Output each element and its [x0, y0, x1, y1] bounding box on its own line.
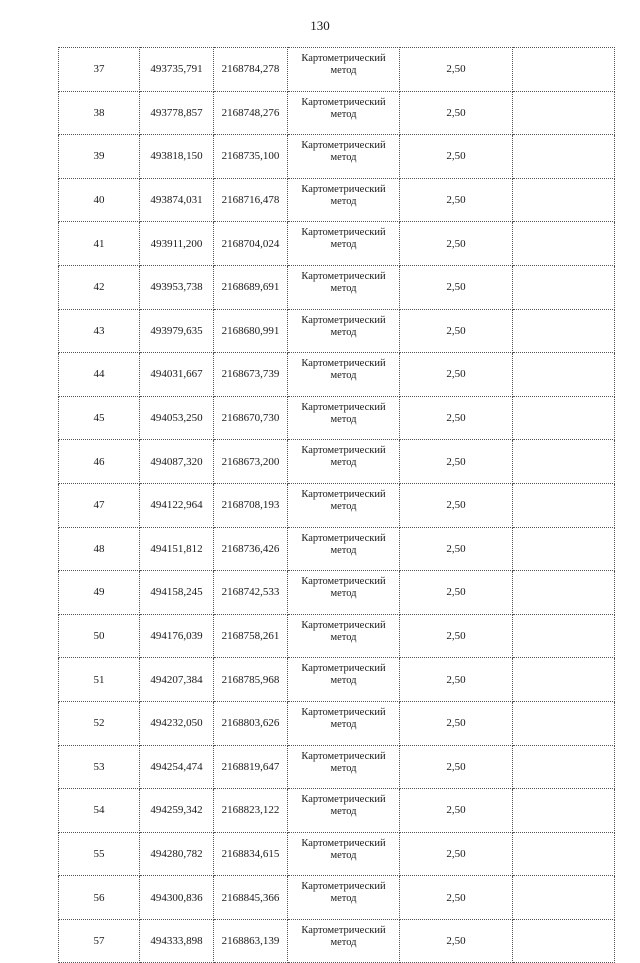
accuracy-cell: 2,50	[400, 353, 513, 397]
y-coordinate-cell: 2168863,139	[214, 919, 288, 963]
method-line-1: Картометрический	[301, 53, 386, 64]
table-row	[59, 309, 615, 353]
accuracy-cell: 2,50	[400, 309, 513, 353]
accuracy-cell: 2,50	[400, 745, 513, 789]
x-coordinate-cell: 494176,039	[140, 614, 214, 658]
y-coordinate-cell: 2168670,730	[214, 396, 288, 440]
note-cell	[513, 527, 615, 571]
method-cell	[288, 48, 400, 92]
method-line-2: метод	[330, 893, 357, 905]
coordinates-table	[58, 47, 615, 963]
method-cell	[288, 222, 400, 266]
table-row	[59, 701, 615, 745]
accuracy-cell: 2,50	[400, 614, 513, 658]
method-line-2: метод	[330, 152, 357, 164]
method-cell	[288, 614, 400, 658]
accuracy-cell: 2,50	[400, 571, 513, 615]
method-line-2: метод	[330, 413, 357, 425]
method-line-2: метод	[330, 65, 357, 76]
accuracy-cell: 2,50	[400, 135, 513, 179]
table-row	[59, 658, 615, 702]
method-cell	[288, 135, 400, 179]
x-coordinate-cell: 493953,738	[140, 265, 214, 309]
accuracy-cell: 2,50	[400, 222, 513, 266]
point-number-cell: 52	[59, 701, 140, 745]
y-coordinate-cell: 2168803,626	[214, 701, 288, 745]
table-row	[59, 178, 615, 222]
table-row	[59, 353, 615, 397]
method-line-2: метод	[330, 936, 357, 948]
point-number-cell: 56	[59, 876, 140, 920]
table-row	[59, 919, 615, 963]
x-coordinate-cell: 494207,384	[140, 658, 214, 702]
x-coordinate-cell: 493979,635	[140, 309, 214, 353]
method-cell	[288, 919, 400, 963]
y-coordinate-cell: 2168680,991	[214, 309, 288, 353]
y-coordinate-cell: 2168716,478	[214, 178, 288, 222]
method-line-2: метод	[330, 457, 357, 469]
method-line-1: Картометрический	[301, 837, 386, 849]
y-coordinate-cell: 2168758,261	[214, 614, 288, 658]
method-line-2: метод	[330, 326, 357, 338]
table-row	[59, 91, 615, 135]
method-line-1: Картометрический	[301, 445, 386, 457]
y-coordinate-cell: 2168736,426	[214, 527, 288, 571]
method-cell	[288, 745, 400, 789]
method-line-1: Картометрический	[301, 706, 386, 718]
note-cell	[513, 91, 615, 135]
method-line-1: Картометрический	[301, 924, 386, 936]
method-line-1: Картометрический	[301, 270, 386, 282]
note-cell	[513, 876, 615, 920]
point-number-cell: 54	[59, 789, 140, 833]
method-line-1: Картометрический	[301, 532, 386, 544]
y-coordinate-cell: 2168673,200	[214, 440, 288, 484]
method-cell	[288, 658, 400, 702]
point-number-cell: 57	[59, 919, 140, 963]
method-cell	[288, 91, 400, 135]
table-row	[59, 789, 615, 833]
x-coordinate-cell: 494031,667	[140, 353, 214, 397]
accuracy-cell: 2,50	[400, 265, 513, 309]
method-line-2: метод	[330, 195, 357, 207]
method-line-1: Картометрический	[301, 619, 386, 631]
method-line-1: Картометрический	[301, 314, 386, 326]
method-cell	[288, 265, 400, 309]
note-cell	[513, 745, 615, 789]
method-line-1: Картометрический	[301, 750, 386, 762]
note-cell	[513, 265, 615, 309]
method-cell	[288, 701, 400, 745]
method-line-2: метод	[330, 631, 357, 643]
method-line-2: метод	[330, 806, 357, 818]
note-cell	[513, 571, 615, 615]
method-cell	[288, 353, 400, 397]
method-line-2: метод	[330, 239, 357, 251]
point-number-cell: 37	[59, 48, 140, 92]
method-line-2: метод	[330, 762, 357, 774]
method-cell	[288, 309, 400, 353]
method-line-2: метод	[330, 108, 357, 120]
x-coordinate-cell: 494280,782	[140, 832, 214, 876]
y-coordinate-cell: 2168845,366	[214, 876, 288, 920]
point-number-cell: 39	[59, 135, 140, 179]
point-number-cell: 46	[59, 440, 140, 484]
accuracy-cell: 2,50	[400, 396, 513, 440]
method-cell	[288, 396, 400, 440]
y-coordinate-cell: 2168785,968	[214, 658, 288, 702]
note-cell	[513, 919, 615, 963]
point-number-cell: 53	[59, 745, 140, 789]
note-cell	[513, 658, 615, 702]
accuracy-cell: 2,50	[400, 91, 513, 135]
x-coordinate-cell: 493911,200	[140, 222, 214, 266]
y-coordinate-cell: 2168748,276	[214, 91, 288, 135]
method-line-2: метод	[330, 588, 357, 600]
method-line-2: метод	[330, 849, 357, 861]
method-line-1: Картометрический	[301, 140, 386, 152]
table-row	[59, 440, 615, 484]
accuracy-cell: 2,50	[400, 178, 513, 222]
coordinates-table-body	[59, 48, 615, 963]
note-cell	[513, 178, 615, 222]
x-coordinate-cell: 494053,250	[140, 396, 214, 440]
note-cell	[513, 48, 615, 92]
point-number-cell: 45	[59, 396, 140, 440]
accuracy-cell: 2,50	[400, 701, 513, 745]
note-cell	[513, 353, 615, 397]
method-line-1: Картометрический	[301, 576, 386, 588]
point-number-cell: 42	[59, 265, 140, 309]
point-number-cell: 51	[59, 658, 140, 702]
x-coordinate-cell: 494087,320	[140, 440, 214, 484]
page-number: 130	[310, 18, 330, 33]
note-cell	[513, 135, 615, 179]
point-number-cell: 38	[59, 91, 140, 135]
method-cell	[288, 876, 400, 920]
point-number-cell: 48	[59, 527, 140, 571]
table-row	[59, 48, 615, 92]
method-line-1: Картометрический	[301, 401, 386, 413]
method-line-2: метод	[330, 544, 357, 556]
x-coordinate-cell: 494232,050	[140, 701, 214, 745]
table-row	[59, 396, 615, 440]
y-coordinate-cell: 2168704,024	[214, 222, 288, 266]
note-cell	[513, 483, 615, 527]
table-row	[59, 614, 615, 658]
y-coordinate-cell: 2168742,533	[214, 571, 288, 615]
method-line-2: метод	[330, 370, 357, 382]
method-line-1: Картометрический	[301, 96, 386, 108]
note-cell	[513, 789, 615, 833]
x-coordinate-cell: 494259,342	[140, 789, 214, 833]
accuracy-cell: 2,50	[400, 876, 513, 920]
method-cell	[288, 483, 400, 527]
method-cell	[288, 832, 400, 876]
note-cell	[513, 222, 615, 266]
method-cell	[288, 527, 400, 571]
y-coordinate-cell: 2168784,278	[214, 48, 288, 92]
point-number-cell: 49	[59, 571, 140, 615]
accuracy-cell: 2,50	[400, 832, 513, 876]
x-coordinate-cell: 494122,964	[140, 483, 214, 527]
point-number-cell: 47	[59, 483, 140, 527]
point-number-cell: 40	[59, 178, 140, 222]
note-cell	[513, 309, 615, 353]
table-row	[59, 571, 615, 615]
method-line-1: Картометрический	[301, 488, 386, 500]
y-coordinate-cell: 2168708,193	[214, 483, 288, 527]
method-cell	[288, 178, 400, 222]
table-row	[59, 222, 615, 266]
note-cell	[513, 396, 615, 440]
method-line-2: метод	[330, 282, 357, 294]
x-coordinate-cell: 494158,245	[140, 571, 214, 615]
table-row	[59, 832, 615, 876]
y-coordinate-cell: 2168834,615	[214, 832, 288, 876]
method-line-1: Картометрический	[301, 794, 386, 806]
accuracy-cell: 2,50	[400, 658, 513, 702]
method-line-1: Картометрический	[301, 227, 386, 239]
note-cell	[513, 701, 615, 745]
accuracy-cell: 2,50	[400, 789, 513, 833]
point-number-cell: 55	[59, 832, 140, 876]
x-coordinate-cell: 493874,031	[140, 178, 214, 222]
method-line-2: метод	[330, 675, 357, 687]
accuracy-cell: 2,50	[400, 527, 513, 571]
method-cell	[288, 440, 400, 484]
method-line-1: Картометрический	[301, 881, 386, 893]
note-cell	[513, 440, 615, 484]
table-row	[59, 876, 615, 920]
note-cell	[513, 832, 615, 876]
method-line-1: Картометрический	[301, 183, 386, 195]
table-row	[59, 483, 615, 527]
y-coordinate-cell: 2168735,100	[214, 135, 288, 179]
y-coordinate-cell: 2168689,691	[214, 265, 288, 309]
point-number-cell: 50	[59, 614, 140, 658]
x-coordinate-cell: 493818,150	[140, 135, 214, 179]
method-line-2: метод	[330, 500, 357, 512]
method-line-1: Картометрический	[301, 663, 386, 675]
method-cell	[288, 789, 400, 833]
method-line-1: Картометрический	[301, 358, 386, 370]
table-row	[59, 745, 615, 789]
x-coordinate-cell: 493735,791	[140, 48, 214, 92]
table-row	[59, 135, 615, 179]
x-coordinate-cell: 493778,857	[140, 91, 214, 135]
point-number-cell: 44	[59, 353, 140, 397]
y-coordinate-cell: 2168823,122	[214, 789, 288, 833]
y-coordinate-cell: 2168819,647	[214, 745, 288, 789]
x-coordinate-cell: 494254,474	[140, 745, 214, 789]
x-coordinate-cell: 494333,898	[140, 919, 214, 963]
accuracy-cell: 2,50	[400, 48, 513, 92]
y-coordinate-cell: 2168673,739	[214, 353, 288, 397]
x-coordinate-cell: 494151,812	[140, 527, 214, 571]
table-row	[59, 527, 615, 571]
accuracy-cell: 2,50	[400, 440, 513, 484]
accuracy-cell: 2,50	[400, 919, 513, 963]
note-cell	[513, 614, 615, 658]
point-number-cell: 43	[59, 309, 140, 353]
table-row	[59, 265, 615, 309]
point-number-cell: 41	[59, 222, 140, 266]
accuracy-cell: 2,50	[400, 483, 513, 527]
x-coordinate-cell: 494300,836	[140, 876, 214, 920]
method-cell	[288, 571, 400, 615]
method-line-2: метод	[330, 718, 357, 730]
